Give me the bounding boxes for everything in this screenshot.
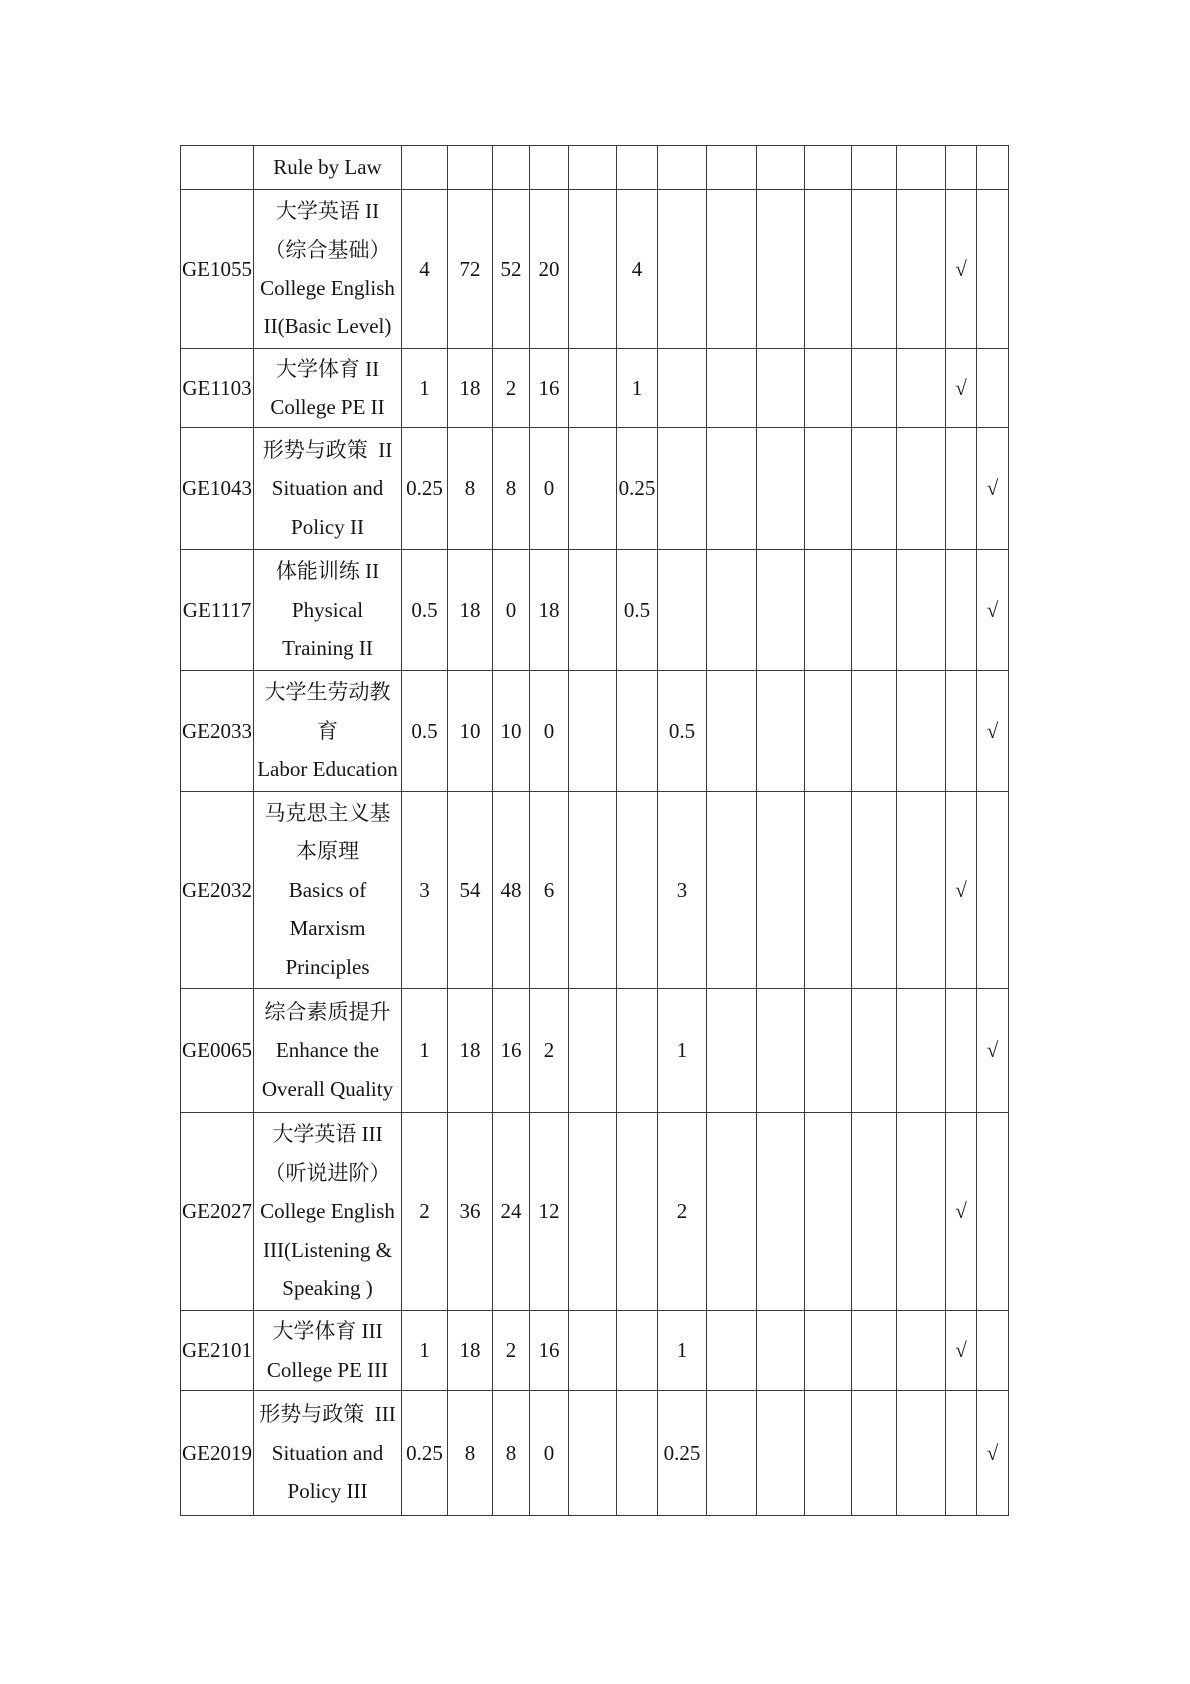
course-name-line: 大学英语 III bbox=[272, 1122, 383, 1147]
semester-5-credit-cell bbox=[805, 349, 852, 428]
semester-1-credit-cell: 4 bbox=[617, 190, 658, 349]
course-name-cell bbox=[254, 1311, 402, 1391]
semester-3-credit-cell bbox=[707, 550, 757, 671]
assessment-check-cell: √ bbox=[977, 550, 1009, 671]
course-name-line: Overall Quality bbox=[261, 1076, 394, 1101]
course-code-cell bbox=[181, 146, 254, 190]
semester-5-credit-cell bbox=[805, 428, 852, 550]
course-name-line: Basics of bbox=[288, 877, 367, 902]
total-hours-cell: 18 bbox=[448, 989, 493, 1113]
other-hours-cell bbox=[569, 428, 617, 550]
other-hours-cell bbox=[569, 349, 617, 428]
assessment-check-cell bbox=[977, 146, 1009, 190]
course-name-line: College English bbox=[260, 276, 395, 300]
semester-7-credit-cell bbox=[897, 190, 946, 349]
practice-hours-cell: 0 bbox=[530, 1391, 569, 1516]
lecture-hours-cell: 0 bbox=[493, 550, 530, 671]
course-name-cell bbox=[254, 1113, 402, 1311]
total-hours-cell: 36 bbox=[448, 1113, 493, 1311]
course-name-line: Principles bbox=[285, 954, 370, 979]
course-name-line: 本原理 bbox=[296, 839, 359, 864]
semester-1-credit-cell: 0.5 bbox=[617, 550, 658, 671]
semester-6-credit-cell bbox=[852, 792, 897, 989]
total-hours-cell: 8 bbox=[448, 428, 493, 550]
semester-3-credit-cell bbox=[707, 1391, 757, 1516]
table-row bbox=[181, 792, 1009, 989]
table-row bbox=[181, 1391, 1009, 1516]
semester-3-credit-cell bbox=[707, 1113, 757, 1311]
course-name-cell bbox=[254, 349, 402, 428]
semester-6-credit-cell bbox=[852, 1391, 897, 1516]
semester-5-credit-cell bbox=[805, 671, 852, 792]
course-name-cell bbox=[254, 989, 402, 1113]
course-code-cell: GE2032 bbox=[181, 792, 254, 989]
lecture-hours-cell: 8 bbox=[493, 428, 530, 550]
semester-7-credit-cell bbox=[897, 550, 946, 671]
assessment-check-cell: √ bbox=[977, 989, 1009, 1113]
semester-4-credit-cell bbox=[757, 146, 805, 190]
exam-check-cell: √ bbox=[946, 349, 977, 428]
assessment-check-cell bbox=[977, 1113, 1009, 1311]
course-code-cell: GE2019 bbox=[181, 1391, 254, 1516]
semester-6-credit-cell bbox=[852, 550, 897, 671]
table-row bbox=[181, 428, 1009, 550]
course-name-line: 体能训练 II bbox=[275, 559, 380, 584]
lecture-hours-cell: 8 bbox=[493, 1391, 530, 1516]
credit-cell: 0.5 bbox=[402, 550, 448, 671]
course-name-line: 大学体育 III bbox=[272, 1319, 383, 1344]
semester-2-credit-cell bbox=[658, 349, 707, 428]
credit-cell: 1 bbox=[402, 1311, 448, 1391]
practice-hours-cell: 20 bbox=[530, 190, 569, 349]
exam-check-cell bbox=[946, 428, 977, 550]
lecture-hours-cell: 48 bbox=[493, 792, 530, 989]
other-hours-cell bbox=[569, 1113, 617, 1311]
table-row bbox=[181, 349, 1009, 428]
assessment-check-cell bbox=[977, 792, 1009, 989]
credit-cell: 4 bbox=[402, 190, 448, 349]
assessment-check-cell: √ bbox=[977, 671, 1009, 792]
semester-4-credit-cell bbox=[757, 989, 805, 1113]
course-name-line: Training II bbox=[282, 636, 373, 661]
semester-3-credit-cell bbox=[707, 1311, 757, 1391]
semester-6-credit-cell bbox=[852, 989, 897, 1113]
semester-2-credit-cell: 2 bbox=[658, 1113, 707, 1311]
semester-3-credit-cell bbox=[707, 190, 757, 349]
semester-3-credit-cell bbox=[707, 792, 757, 989]
course-name-line: 形势与政策 II bbox=[262, 437, 393, 462]
semester-2-credit-cell: 1 bbox=[658, 989, 707, 1113]
semester-6-credit-cell bbox=[852, 1113, 897, 1311]
practice-hours-cell: 0 bbox=[530, 428, 569, 550]
course-name-line: Situation and bbox=[271, 476, 384, 501]
assessment-check-cell bbox=[977, 349, 1009, 428]
semester-3-credit-cell bbox=[707, 671, 757, 792]
credit-cell: 0.5 bbox=[402, 671, 448, 792]
practice-hours-cell: 2 bbox=[530, 989, 569, 1113]
other-hours-cell bbox=[569, 1311, 617, 1391]
semester-6-credit-cell bbox=[852, 146, 897, 190]
semester-2-credit-cell bbox=[658, 428, 707, 550]
exam-check-cell bbox=[946, 550, 977, 671]
course-name-cell bbox=[254, 792, 402, 989]
exam-check-cell bbox=[946, 989, 977, 1113]
lecture-hours-cell: 2 bbox=[493, 349, 530, 428]
semester-4-credit-cell bbox=[757, 1391, 805, 1516]
course-code-cell: GE1103 bbox=[181, 349, 254, 428]
semester-5-credit-cell bbox=[805, 1113, 852, 1311]
practice-hours-cell: 12 bbox=[530, 1113, 569, 1311]
course-name-cell bbox=[254, 1391, 402, 1516]
other-hours-cell bbox=[569, 190, 617, 349]
course-code-cell: GE1117 bbox=[181, 550, 254, 671]
practice-hours-cell: 18 bbox=[530, 550, 569, 671]
course-code-cell: GE0065 bbox=[181, 989, 254, 1113]
semester-2-credit-cell: 0.25 bbox=[658, 1391, 707, 1516]
semester-1-credit-cell: 1 bbox=[617, 349, 658, 428]
semester-2-credit-cell: 3 bbox=[658, 792, 707, 989]
semester-7-credit-cell bbox=[897, 1391, 946, 1516]
course-name-line: 形势与政策 III bbox=[259, 1402, 396, 1427]
other-hours-cell bbox=[569, 671, 617, 792]
semester-6-credit-cell bbox=[852, 428, 897, 550]
total-hours-cell: 18 bbox=[448, 550, 493, 671]
semester-6-credit-cell bbox=[852, 1311, 897, 1391]
table-body bbox=[181, 146, 1009, 1516]
semester-7-credit-cell bbox=[897, 428, 946, 550]
table-row bbox=[181, 550, 1009, 671]
semester-3-credit-cell bbox=[707, 989, 757, 1113]
semester-7-credit-cell bbox=[897, 349, 946, 428]
course-name-line: Policy II bbox=[291, 514, 364, 539]
semester-4-credit-cell bbox=[757, 1311, 805, 1391]
assessment-check-cell: √ bbox=[977, 1391, 1009, 1516]
exam-check-cell: √ bbox=[946, 1113, 977, 1311]
course-name-line: Labor Education bbox=[257, 757, 398, 782]
table-row bbox=[181, 190, 1009, 349]
semester-3-credit-cell bbox=[707, 146, 757, 190]
assessment-check-cell bbox=[977, 190, 1009, 349]
course-name-cell bbox=[254, 146, 402, 190]
course-name-line: Situation and bbox=[271, 1440, 384, 1465]
total-hours-cell: 18 bbox=[448, 349, 493, 428]
semester-1-credit-cell bbox=[617, 1113, 658, 1311]
lecture-hours-cell: 24 bbox=[493, 1113, 530, 1311]
semester-5-credit-cell bbox=[805, 1311, 852, 1391]
total-hours-cell: 10 bbox=[448, 671, 493, 792]
course-name-line: 大学生劳动教 bbox=[264, 680, 391, 705]
semester-1-credit-cell bbox=[617, 792, 658, 989]
semester-1-credit-cell: 0.25 bbox=[617, 428, 658, 550]
course-name-line: College English bbox=[260, 1199, 395, 1224]
course-name-line: College PE III bbox=[266, 1357, 389, 1382]
course-name-line: Enhance the bbox=[275, 1038, 380, 1063]
course-name-line: 育 bbox=[317, 718, 338, 743]
semester-4-credit-cell bbox=[757, 550, 805, 671]
semester-1-credit-cell bbox=[617, 1311, 658, 1391]
exam-check-cell bbox=[946, 671, 977, 792]
semester-7-credit-cell bbox=[897, 989, 946, 1113]
course-name-line: Rule by Law bbox=[273, 155, 382, 180]
course-name-line: Marxism bbox=[289, 916, 366, 941]
practice-hours-cell: 16 bbox=[530, 1311, 569, 1391]
course-name-line: 大学体育 II bbox=[275, 356, 380, 381]
practice-hours-cell bbox=[530, 146, 569, 190]
lecture-hours-cell: 10 bbox=[493, 671, 530, 792]
credit-cell: 1 bbox=[402, 349, 448, 428]
total-hours-cell: 8 bbox=[448, 1391, 493, 1516]
exam-check-cell: √ bbox=[946, 792, 977, 989]
table-row bbox=[181, 989, 1009, 1113]
total-hours-cell: 18 bbox=[448, 1311, 493, 1391]
semester-1-credit-cell bbox=[617, 671, 658, 792]
semester-4-credit-cell bbox=[757, 671, 805, 792]
course-name-cell bbox=[254, 428, 402, 550]
credit-cell: 0.25 bbox=[402, 1391, 448, 1516]
semester-5-credit-cell bbox=[805, 1391, 852, 1516]
course-plan-table bbox=[180, 145, 1009, 1516]
total-hours-cell bbox=[448, 146, 493, 190]
course-name-line: College PE II bbox=[270, 395, 385, 419]
course-code-cell: GE1055 bbox=[181, 190, 254, 349]
course-code-cell: GE2033 bbox=[181, 671, 254, 792]
semester-7-credit-cell bbox=[897, 792, 946, 989]
semester-1-credit-cell bbox=[617, 1391, 658, 1516]
lecture-hours-cell: 16 bbox=[493, 989, 530, 1113]
course-name-line: 马克思主义基 bbox=[264, 800, 391, 825]
semester-5-credit-cell bbox=[805, 190, 852, 349]
course-name-line: Speaking ) bbox=[282, 1276, 373, 1301]
course-code-cell: GE1043 bbox=[181, 428, 254, 550]
course-name-cell bbox=[254, 190, 402, 349]
semester-3-credit-cell bbox=[707, 428, 757, 550]
total-hours-cell: 54 bbox=[448, 792, 493, 989]
practice-hours-cell: 16 bbox=[530, 349, 569, 428]
semester-5-credit-cell bbox=[805, 989, 852, 1113]
course-name-cell bbox=[254, 671, 402, 792]
credit-cell: 1 bbox=[402, 989, 448, 1113]
semester-6-credit-cell bbox=[852, 190, 897, 349]
semester-2-credit-cell: 1 bbox=[658, 1311, 707, 1391]
other-hours-cell bbox=[569, 550, 617, 671]
semester-2-credit-cell bbox=[658, 190, 707, 349]
credit-cell: 2 bbox=[402, 1113, 448, 1311]
semester-7-credit-cell bbox=[897, 1311, 946, 1391]
course-name-cell bbox=[254, 550, 402, 671]
practice-hours-cell: 0 bbox=[530, 671, 569, 792]
exam-check-cell: √ bbox=[946, 190, 977, 349]
lecture-hours-cell bbox=[493, 146, 530, 190]
course-code-cell: GE2027 bbox=[181, 1113, 254, 1311]
semester-4-credit-cell bbox=[757, 190, 805, 349]
semester-1-credit-cell bbox=[617, 989, 658, 1113]
other-hours-cell bbox=[569, 146, 617, 190]
course-name-line: 综合素质提升 bbox=[264, 999, 391, 1024]
semester-1-credit-cell bbox=[617, 146, 658, 190]
course-name-line: （综合基础） bbox=[264, 237, 391, 262]
course-name-line: （听说进阶） bbox=[264, 1160, 391, 1185]
other-hours-cell bbox=[569, 1391, 617, 1516]
semester-2-credit-cell: 0.5 bbox=[658, 671, 707, 792]
course-name-line: Physical bbox=[291, 597, 364, 622]
semester-7-credit-cell bbox=[897, 146, 946, 190]
semester-2-credit-cell bbox=[658, 146, 707, 190]
table-row bbox=[181, 1113, 1009, 1311]
semester-4-credit-cell bbox=[757, 1113, 805, 1311]
semester-7-credit-cell bbox=[897, 671, 946, 792]
credit-cell bbox=[402, 146, 448, 190]
exam-check-cell bbox=[946, 146, 977, 190]
semester-5-credit-cell bbox=[805, 550, 852, 671]
lecture-hours-cell: 2 bbox=[493, 1311, 530, 1391]
other-hours-cell bbox=[569, 989, 617, 1113]
other-hours-cell bbox=[569, 792, 617, 989]
assessment-check-cell: √ bbox=[977, 428, 1009, 550]
course-code-cell: GE2101 bbox=[181, 1311, 254, 1391]
semester-2-credit-cell bbox=[658, 550, 707, 671]
semester-5-credit-cell bbox=[805, 792, 852, 989]
course-name-line: 大学英语 II bbox=[275, 199, 380, 224]
course-name-line: Policy III bbox=[287, 1479, 368, 1504]
table-row bbox=[181, 671, 1009, 792]
exam-check-cell: √ bbox=[946, 1311, 977, 1391]
course-name-line: III(Listening & bbox=[263, 1237, 392, 1262]
course-name-line: II(Basic Level) bbox=[263, 314, 392, 339]
practice-hours-cell: 6 bbox=[530, 792, 569, 989]
exam-check-cell bbox=[946, 1391, 977, 1516]
semester-4-credit-cell bbox=[757, 349, 805, 428]
table-row bbox=[181, 146, 1009, 190]
semester-5-credit-cell bbox=[805, 146, 852, 190]
semester-4-credit-cell bbox=[757, 428, 805, 550]
semester-7-credit-cell bbox=[897, 1113, 946, 1311]
table-row bbox=[181, 1311, 1009, 1391]
semester-6-credit-cell bbox=[852, 671, 897, 792]
credit-cell: 3 bbox=[402, 792, 448, 989]
credit-cell: 0.25 bbox=[402, 428, 448, 550]
semester-4-credit-cell bbox=[757, 792, 805, 989]
semester-3-credit-cell bbox=[707, 349, 757, 428]
semester-6-credit-cell bbox=[852, 349, 897, 428]
lecture-hours-cell: 52 bbox=[493, 190, 530, 349]
total-hours-cell: 72 bbox=[448, 190, 493, 349]
assessment-check-cell bbox=[977, 1311, 1009, 1391]
